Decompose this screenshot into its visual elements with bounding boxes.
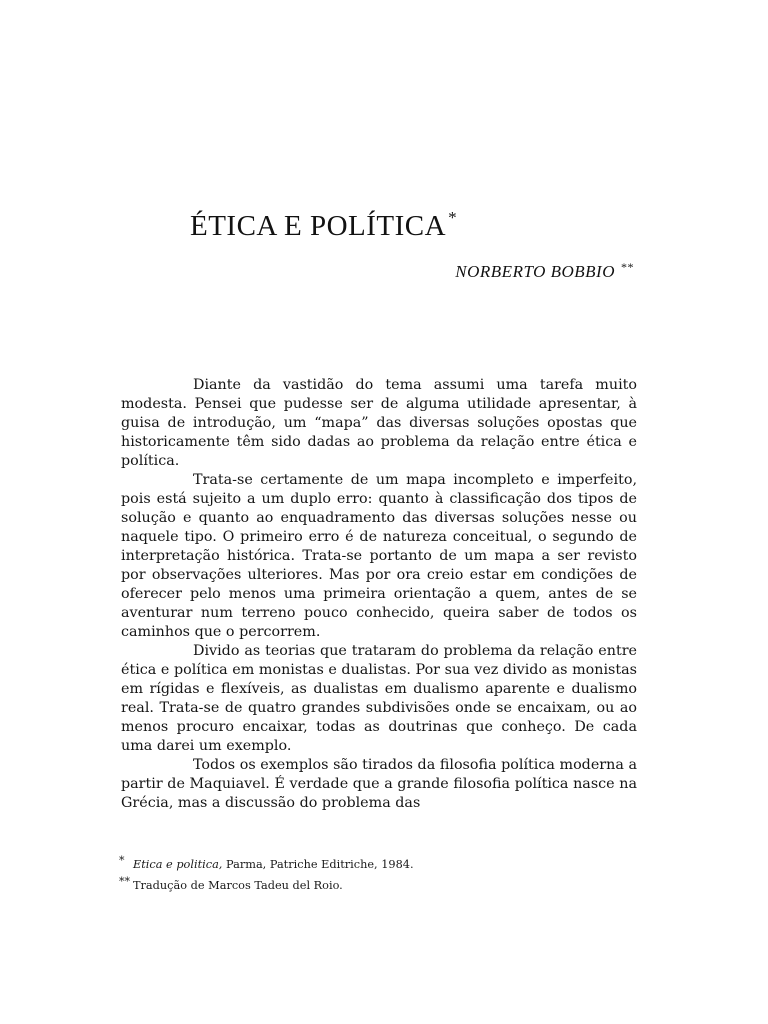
paragraph-4: Todos os exemplos são tirados da filosofia política moderna a partir de Maquiavel. É verdade que a grande filosofia política nasce na Grécia, mas a discussão do problema das bbox=[121, 757, 637, 811]
paragraph-1: Diante da vastidão do tema assumi uma tarefa muito modesta. Pensei que pudesse ser de alguma utilidade apresentar, à guisa de introdução, um “mapa” das diversas soluções opostas que historicamente têm sido dadas ao problema da relação entre ética e política. bbox=[121, 377, 637, 469]
author-footnote-marker: ** bbox=[621, 260, 634, 274]
footnote-1 bbox=[119, 852, 679, 873]
footnote-marker: ** bbox=[119, 875, 130, 888]
footnotes bbox=[119, 852, 679, 894]
footnote-marker: * bbox=[119, 854, 125, 867]
paragraph-3: Divido as teorias que trataram do problema da relação entre ética e política em monistas e dualistas. Por sua vez divido as monistas em rígidas e flexíveis, as dualistas em dualismo aparente e dualismo real. Trata-se de quatro grandes subdivisões onde se encaixam, ou ao menos procuro encaixar, todas as doutrinas que conheço. De cada uma darei um exemplo. bbox=[121, 643, 637, 754]
paragraph-2: Trata-se certamente de um mapa incompleto e imperfeito, pois está sujeito a um duplo erro: quanto à classificação dos tipos de solução e quanto ao enquadramento das diversas soluções nesse ou naquele tipo. O primeiro erro é de natureza conceitual, o segundo de interpretação histórica. Trata-se portanto de um mapa a ser revisto por observações ulteriores. Mas por ora creio estar em condições de oferecer pelo menos uma primeira orientação a quem, antes de se aventurar num terreno pouco conhecido, queira saber de todos os caminhos que o percorrem. bbox=[121, 472, 637, 640]
footnote-text: Tradução de Marcos Tadeu del Roio. bbox=[133, 879, 343, 892]
footnote-source-details: Parma, Patriche Editriche, 1984. bbox=[222, 858, 414, 871]
author-byline bbox=[455, 260, 634, 282]
author-name: NORBERTO BOBBIO bbox=[455, 262, 615, 281]
footnote-source-title: Etica e politica, bbox=[133, 858, 223, 871]
article-title bbox=[190, 208, 457, 243]
title-footnote-marker: * bbox=[448, 208, 458, 227]
footnote-2 bbox=[119, 873, 679, 894]
title-text: ÉTICA E POLÍTICA bbox=[190, 210, 447, 242]
article-body bbox=[121, 376, 637, 813]
